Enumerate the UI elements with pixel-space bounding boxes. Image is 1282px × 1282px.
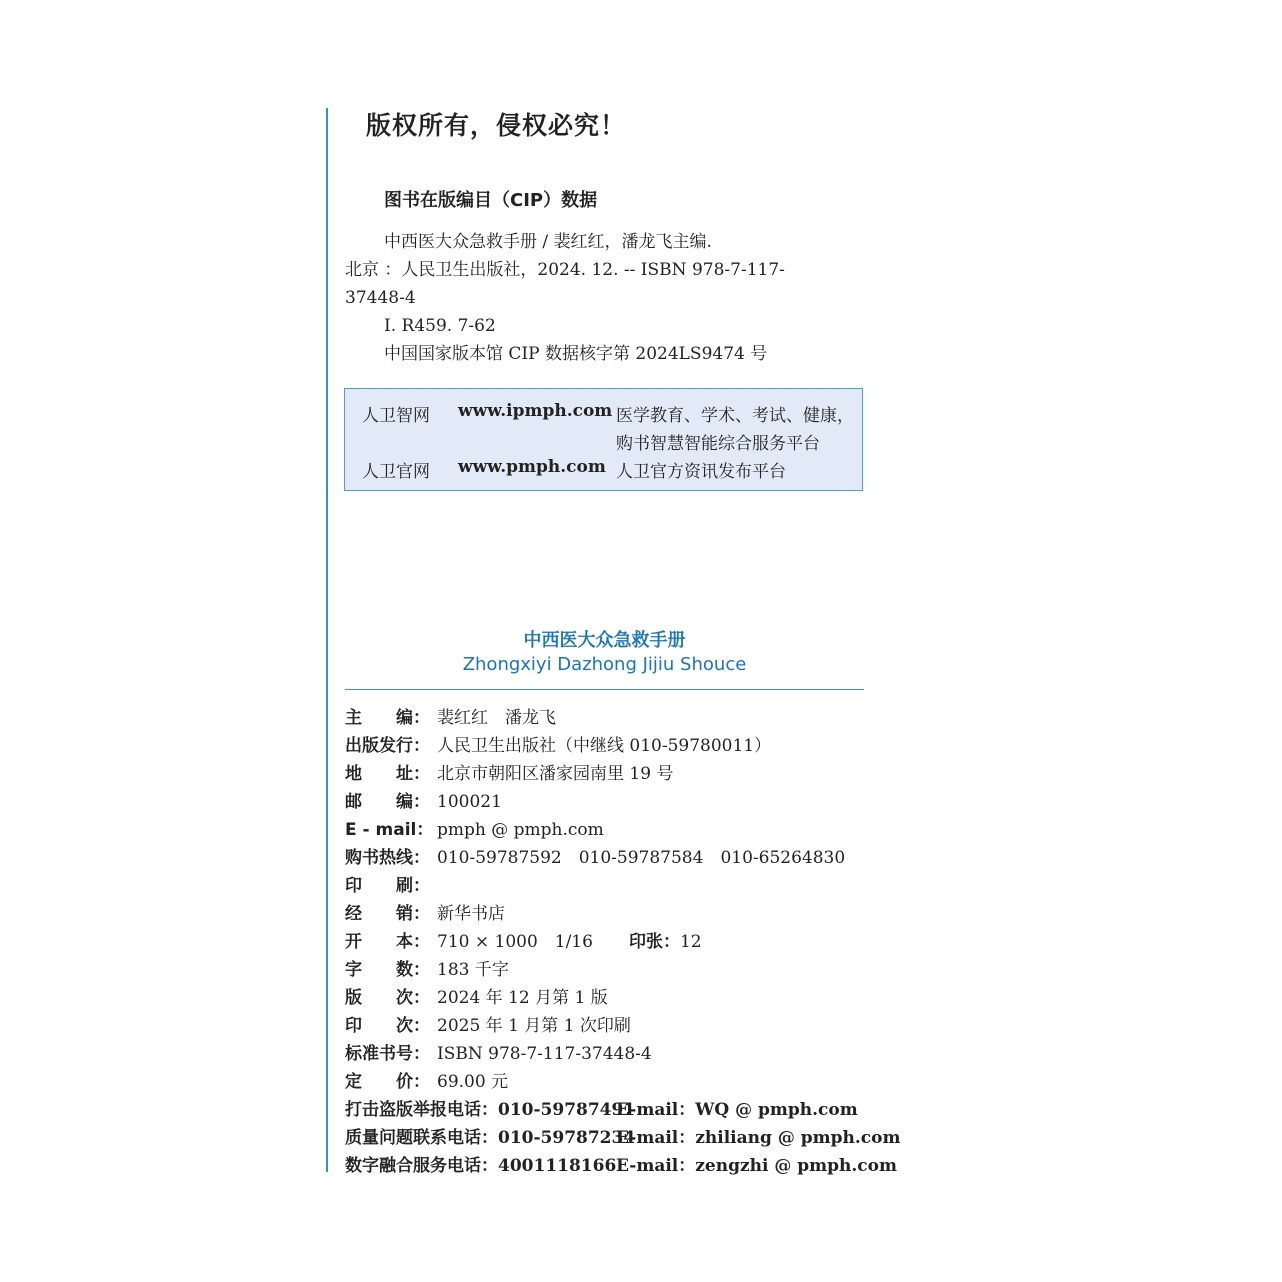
contact-row: [345, 1152, 897, 1180]
info-row: [345, 1068, 875, 1096]
info-label: 邮 编：: [345, 792, 430, 812]
cip-line: 中国国家版本馆 CIP 数据核字第 2024LS9474 号: [384, 344, 768, 364]
contact-phone: 010-59787234: [498, 1128, 636, 1148]
info-value: 新华书店: [437, 904, 505, 924]
info-row: [345, 984, 875, 1012]
info-value: 69.00 元: [437, 1072, 509, 1092]
contact-email: E-mail：zengzhi @ pmph.com: [616, 1156, 897, 1176]
cip-line: 中西医大众急救手册 / 裴红红，潘龙飞主编.: [384, 232, 712, 252]
info-label: 开 本：: [345, 932, 430, 952]
info-label: 购书热线：: [345, 848, 430, 868]
contact-row: [345, 1124, 901, 1152]
contact-label: 打击盗版举报电话：: [345, 1100, 498, 1120]
info-row: [345, 872, 875, 900]
info-value: ISBN 978-7-117-37448-4: [437, 1044, 652, 1064]
info-label: 地 址：: [345, 764, 430, 784]
copyright-notice: 版权所有，侵权必究！: [366, 111, 627, 140]
contact-phone: 4001118166: [498, 1156, 617, 1176]
info-value: 2024 年 12 月第 1 版: [437, 988, 608, 1008]
info-value: 12: [679, 932, 702, 952]
info-value: pmph @ pmph.com: [437, 820, 604, 840]
margin-rule: [326, 108, 328, 1172]
contact-label: 质量问题联系电话：: [345, 1128, 498, 1148]
info-row: [345, 928, 875, 956]
info-value: 710 × 1000 1/16: [437, 932, 593, 952]
book-title: 中西医大众急救手册: [523, 630, 686, 651]
info-label: 定 价：: [345, 1072, 430, 1092]
info-label: 印 次：: [345, 1016, 430, 1036]
info-row: [345, 788, 875, 816]
info-label: 出版发行：: [345, 736, 430, 756]
info-value: 人民卫生出版社（中继线 010-59780011）: [437, 736, 772, 756]
info-label: 版 次：: [345, 988, 430, 1008]
contact-row: [345, 1096, 875, 1124]
cip-title: 图书在版编目（CIP）数据: [384, 190, 598, 211]
website-box: [344, 388, 863, 491]
info-value: 北京市朝阳区潘家园南里 19 号: [437, 764, 674, 784]
contact-email: E-mail：WQ @ pmph.com: [616, 1100, 858, 1120]
contact-email: E-mail：zhiliang @ pmph.com: [616, 1128, 901, 1148]
info-row: [345, 844, 875, 872]
info-row: [345, 1012, 875, 1040]
info-row: [345, 1040, 875, 1068]
divider: [345, 689, 864, 690]
book-title-pinyin: Zhongxiyi Dazhong Jijiu Shouce: [462, 654, 747, 675]
website-desc: 人卫官方资讯发布平台: [616, 462, 786, 482]
info-label: 经 销：: [345, 904, 430, 924]
info-label: 印张：: [628, 932, 680, 952]
info-label: 印 刷：: [345, 876, 430, 896]
website-name: 人卫官网: [362, 462, 430, 482]
website-name: 人卫智网: [362, 406, 430, 426]
info-row: [345, 900, 875, 928]
website-desc: 购书智慧智能综合服务平台: [616, 434, 820, 454]
info-value: 100021: [437, 792, 502, 812]
contact-label: 数字融合服务电话：: [345, 1156, 498, 1176]
info-row: [345, 760, 875, 788]
website-url[interactable]: www.ipmph.com: [458, 401, 613, 421]
info-value: 裴红红 潘龙飞: [437, 708, 556, 728]
info-value: 2025 年 1 月第 1 次印刷: [437, 1016, 631, 1036]
website-url[interactable]: www.pmph.com: [458, 457, 606, 477]
cip-line: 37448-4: [345, 288, 416, 308]
info-row: [345, 956, 875, 984]
cip-record: [345, 228, 865, 368]
info-value: 010-59787592 010-59787584 010-65264830: [437, 848, 846, 868]
info-label: 标准书号：: [345, 1044, 430, 1064]
publication-info: [345, 704, 901, 1180]
cip-line: 北京 ：人民卫生出版社，2024. 12. -- ISBN 978-7-117-: [345, 260, 785, 280]
info-label: 主 编：: [345, 708, 430, 728]
info-row: [345, 704, 875, 732]
info-label: E - mail：: [345, 820, 434, 840]
info-value: 183 千字: [437, 960, 509, 980]
website-desc: 医学教育、学术、考试、健康，: [616, 406, 854, 426]
info-row: [345, 732, 875, 760]
info-label: 字 数：: [345, 960, 430, 980]
cip-line: Ⅰ. R459. 7-62: [384, 316, 496, 336]
info-row: [345, 816, 875, 844]
contact-phone: 010-59787491: [498, 1100, 636, 1120]
